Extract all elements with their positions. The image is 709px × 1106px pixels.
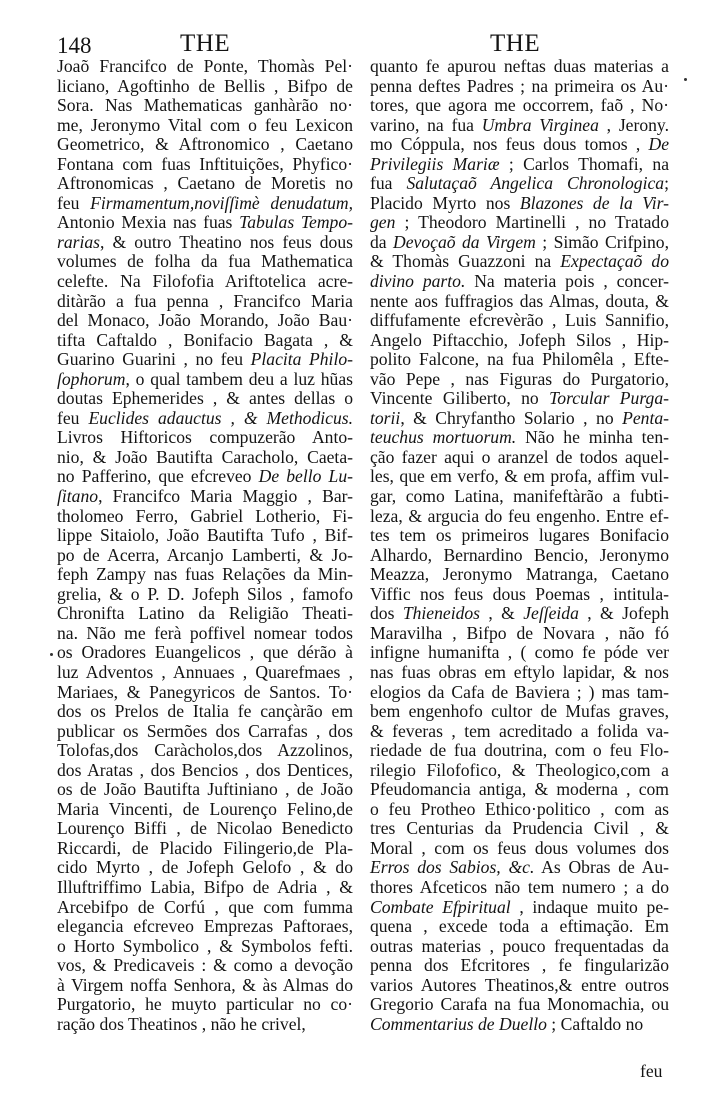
text-line: na. Não me ferà poffivel nomear todos xyxy=(57,622,353,643)
running-head-left: THE xyxy=(180,30,231,57)
text-line: os Oradores Euangelicos , que dérão à xyxy=(57,642,353,663)
text-line: teuchus mortuorum. Não he minha ten- xyxy=(370,427,669,448)
text-line: o Horto Symbolico , & Symbolos fefti. xyxy=(57,935,353,956)
catchword: feu xyxy=(640,1061,663,1081)
italic-title: Combate Efpiritual xyxy=(370,896,511,917)
text-line: polito Falcone, na fua Philomêla , Efte- xyxy=(370,349,669,370)
text-line: feu Firmamentum,noviſſimè denudatum, xyxy=(57,192,353,213)
text-line: Illuftriffimo Labia, Bifpo de Adria , & xyxy=(57,876,353,897)
italic-title: Tabulas Tempo- xyxy=(239,212,353,233)
italic-title: Torcular Purga- xyxy=(549,388,669,409)
text-line: Purgatorio, he muyto particular no co· xyxy=(57,994,353,1015)
text-line: publicar os Sermões dos Carrafas , dos xyxy=(57,720,353,741)
italic-title: Erros dos Sabios, &c. xyxy=(370,857,535,878)
text-line: os de João Bautifta Juftiniano , de João xyxy=(57,779,353,800)
text-line: Arcebifpo de Corfú , que com fumma xyxy=(57,896,353,917)
text-line: luz Adventos , Annuaes , Quarefmaes , xyxy=(57,661,353,682)
text-line: tes tem os primeiros lugares Bonifacio xyxy=(370,525,669,546)
italic-title: Euclides adauctus , & Methodicus. xyxy=(88,407,353,428)
text-line: quena , excede toda a eftimação. Em xyxy=(370,916,669,937)
text-line: Aftronomicas , Caetano de Moretis no xyxy=(57,173,353,194)
text-line: feu Euclides adauctus , & Methodicus. xyxy=(57,407,353,428)
text-line: tholomeo Ferro, Gabriel Lotherio, Fi- xyxy=(57,505,353,526)
text-line: liciano, Agoftinho de Bellis , Bifpo de xyxy=(57,75,353,96)
text-line: elegancia efcreveo Emprezas Paftoraes, xyxy=(57,916,353,937)
text-line: tifta Caftaldo , Bonifacio Bagata , & xyxy=(57,329,353,350)
text-line: vão Pepe , nas Figuras do Purgatorio, xyxy=(370,368,669,389)
text-line: Fontana com fuas Inftituições, Phyfico· xyxy=(57,153,353,174)
italic-title: Privilegiis Mariæ xyxy=(370,153,500,174)
italic-title: torii xyxy=(370,407,401,428)
text-line: nente aos fuffragios das Almas, douta, & xyxy=(370,290,669,311)
text-line: Combate Efpiritual , indaque muito pe- xyxy=(370,896,669,917)
italic-title: Firmamentum,noviſſimè denudatum, xyxy=(90,192,353,213)
text-line: Antonio Mexia nas fuas Tabulas Tempo- xyxy=(57,212,353,233)
text-line: Joaõ Francifco de Ponte, Thomàs Pel· xyxy=(57,56,353,76)
text-line: celefte. Na Filofofia Ariftotelica acre- xyxy=(57,271,353,292)
italic-title: Devoçaõ da Virgem xyxy=(393,231,536,252)
text-line: mo Cóppula, nos feus dous tomos , De xyxy=(370,134,669,155)
text-line: vos, & Predicaveis : & como a devoção xyxy=(57,955,353,976)
italic-title: divino parto. xyxy=(370,271,466,292)
text-line: thores Afceticos não tem numero ; a do xyxy=(370,876,669,897)
italic-title: Commentarius de Duello xyxy=(370,1013,547,1034)
text-line: leza, & argucia do feu engenho. Entre ef- xyxy=(370,505,669,526)
text-line: Maravilha , Bifpo de Novara , não fó xyxy=(370,622,669,643)
running-head-right: THE xyxy=(490,30,541,57)
text-line: ração dos Theatinos , não he crivel, xyxy=(57,1013,306,1034)
text-line: & Thomàs Guazzoni na Expectaçaõ do xyxy=(370,251,669,272)
text-line: cido Myrto , de Jofeph Gelofo , & do xyxy=(57,857,353,878)
text-line: Riccardi, de Placido Filingerio,de Pla- xyxy=(57,837,353,858)
text-line: Erros dos Sabios, &c. As Obras de Au- xyxy=(370,857,669,878)
text-line: Lourenço Biffi , de Nicolao Benedicto xyxy=(57,818,353,839)
text-line: gar, como Latina, manifeftàrão a fubti- xyxy=(370,486,669,507)
text-line: nio, & João Bautifta Caracholo, Caeta- xyxy=(57,446,353,467)
text-line: Placido Myrto nos Blazones de la Vir- xyxy=(370,192,669,213)
italic-title: De bello Lu- xyxy=(258,466,353,487)
text-line: Maria Vincenti, de Lourenço Felino,de xyxy=(57,798,353,819)
left-column xyxy=(57,57,353,1034)
text-line: ſophorum, o qual tambem deu a luz hũas xyxy=(57,368,353,389)
italic-title: Salutaçaõ Angelica Chronologica xyxy=(406,173,665,194)
text-line: Mariaes, & Panegyricos de Santos. To· xyxy=(57,681,353,702)
text-line: torii, & Chryfantho Solario , no Penta- xyxy=(370,407,669,428)
text-line: les, que em verfo, & em profa, affim vul- xyxy=(370,466,669,487)
text-line: & feveras , tem acreditado a folida va- xyxy=(370,720,669,741)
italic-title: Blazones de la Vir- xyxy=(519,192,669,213)
text-line: da Devoçaõ da Virgem ; Simão Crifpino, xyxy=(370,231,669,252)
text-line: grelia, & o P. D. Jofeph Silos , famofo xyxy=(57,583,353,604)
text-line: Angelo Piftacchio, Jofeph Silos , Hip- xyxy=(370,329,669,350)
text-line: tres Centurias da Prudencia Civil , & xyxy=(370,818,669,839)
text-line: Alhardo, Bernardino Bencio, Jeronymo xyxy=(370,544,669,565)
text-line: dos os Prelos de Italia fe cançàrão em xyxy=(57,701,353,722)
text-line: Geometrico, & Aftronomico , Caetano xyxy=(57,134,353,155)
text-line: ditàrão a fua penna , Francifco Maria xyxy=(57,290,353,311)
text-line: Commentarius de Duello ; Caftaldo no xyxy=(370,1013,644,1034)
text-line: o feu Protheo Ethico·politico , com as xyxy=(370,798,669,819)
text-line: po de Acerra, Arcanjo Lamberti, & Jo- xyxy=(57,544,353,565)
text-line: ſitano, Francifco Maria Maggio , Bar- xyxy=(57,486,353,507)
page-number: 148 xyxy=(57,33,92,58)
text-line: varino, na fua Umbra Virginea , Jerony. xyxy=(370,114,669,135)
text-line: varios Autores Theatinos,& entre outros xyxy=(370,974,669,995)
text-line: doutas Ephemerides , & antes dellas o xyxy=(57,388,353,409)
italic-title: rarias xyxy=(57,231,101,252)
italic-title: Thieneidos xyxy=(402,603,481,624)
text-line: Moral , com os feus dous volumes dos xyxy=(370,837,669,858)
text-line: fua Salutaçaõ Angelica Chronologica; xyxy=(370,173,669,194)
italic-title: Placita Philo- xyxy=(250,349,353,370)
text-line: diffufamente efcrevèrão , Luis Sannifio, xyxy=(370,310,669,331)
text-line: bem engenhofo cultor de Mufas graves, xyxy=(370,701,669,722)
text-line: Privilegiis Mariæ ; Carlos Thomafi, na xyxy=(370,153,669,174)
text-line: dos Thieneidos , & Jeſſeida , & Jofeph xyxy=(370,603,669,624)
italic-title: ſophorum xyxy=(57,368,126,389)
text-line: quanto fe apurou neftas duas materias a xyxy=(370,56,669,76)
text-line: Guarino Guarini , no feu Placita Philo- xyxy=(57,349,353,370)
italic-title: Jeſſeida xyxy=(523,603,579,624)
text-line: Chronifta Latino da Religião Theati- xyxy=(57,603,353,624)
italic-title: Expectaçaõ do xyxy=(560,251,669,272)
italic-title: Penta- xyxy=(622,407,669,428)
text-line: tores, que agora me occorrem, faõ , No· xyxy=(370,95,669,116)
text-line: del Monaco, João Morando, João Bau· xyxy=(57,310,353,331)
italic-title: Umbra Virginea xyxy=(481,114,599,135)
text-line: riedade de fua doutrina, com o feu Flo- xyxy=(370,740,669,761)
text-line: rarias, & outro Theatino nos feus dous xyxy=(57,231,353,252)
text-line: à Virgem noffa Senhora, & às Almas do xyxy=(57,974,353,995)
italic-title: gen xyxy=(370,212,396,233)
text-line: Vincente Giliberto, no Torcular Purga- xyxy=(370,388,669,409)
text-line: Viffic nos feus dous Poemas , intitula- xyxy=(370,583,669,604)
text-line: Gregorio Carafa na fua Monomachia, ou xyxy=(370,994,669,1015)
text-line: penna dos Efcritores , fe fingularizão xyxy=(370,955,669,976)
text-line: Pfeudomancia antiga, & moderna , com xyxy=(370,779,669,800)
text-line: volumes de folha da fua Mathematica xyxy=(57,251,353,272)
text-line: infigne humanifta , ( como fe póde ver xyxy=(370,642,669,663)
text-line: dos Aratas , dos Bencios , dos Dentices, xyxy=(57,759,353,780)
text-line: Sora. Nas Mathematicas ganhàrão no· xyxy=(57,95,353,116)
text-line: Livros Hiftoricos compuzerão Anto- xyxy=(57,427,353,448)
margin-speck xyxy=(684,78,687,81)
italic-title: ſitano xyxy=(57,486,99,507)
italic-title: De xyxy=(648,134,669,155)
italic-title: teuchus mortuorum. xyxy=(370,427,517,448)
right-column xyxy=(370,57,669,1034)
text-line: elogios da Cafa de Baviera ; ) mas tam- xyxy=(370,681,669,702)
text-line: me, Jeronymo Vital com o feu Lexicon xyxy=(57,114,353,135)
text-line: rilegio Filofofico, & Theologico,com a xyxy=(370,759,669,780)
text-line: lippe Sitaiolo, João Bautifta Tufo , Bif- xyxy=(57,525,353,546)
text-line: penna deftes Padres ; na primeira os Au· xyxy=(370,75,669,96)
text-line: feph Zampy nas fuas Relações da Min- xyxy=(57,564,353,585)
text-line: gen ; Theodoro Martinelli , no Tratado xyxy=(370,212,669,233)
text-line: outras materias , pouco frequentadas da xyxy=(370,935,669,956)
text-line: nas fuas obras em eftylo lapidar, & nos xyxy=(370,661,669,682)
margin-speck xyxy=(50,653,53,656)
text-line: no Pafferino, que efcreveo De bello Lu- xyxy=(57,466,353,487)
text-line: Tolofas,dos Caràcholos,dos Azzolinos, xyxy=(57,740,353,761)
text-line: ção fazer aqui o aranzel de todos aquel- xyxy=(370,446,669,467)
text-line: divino parto. Na materia pois , concer- xyxy=(370,271,669,292)
text-line: Meazza, Jeronymo Matranga, Caetano xyxy=(370,564,669,585)
